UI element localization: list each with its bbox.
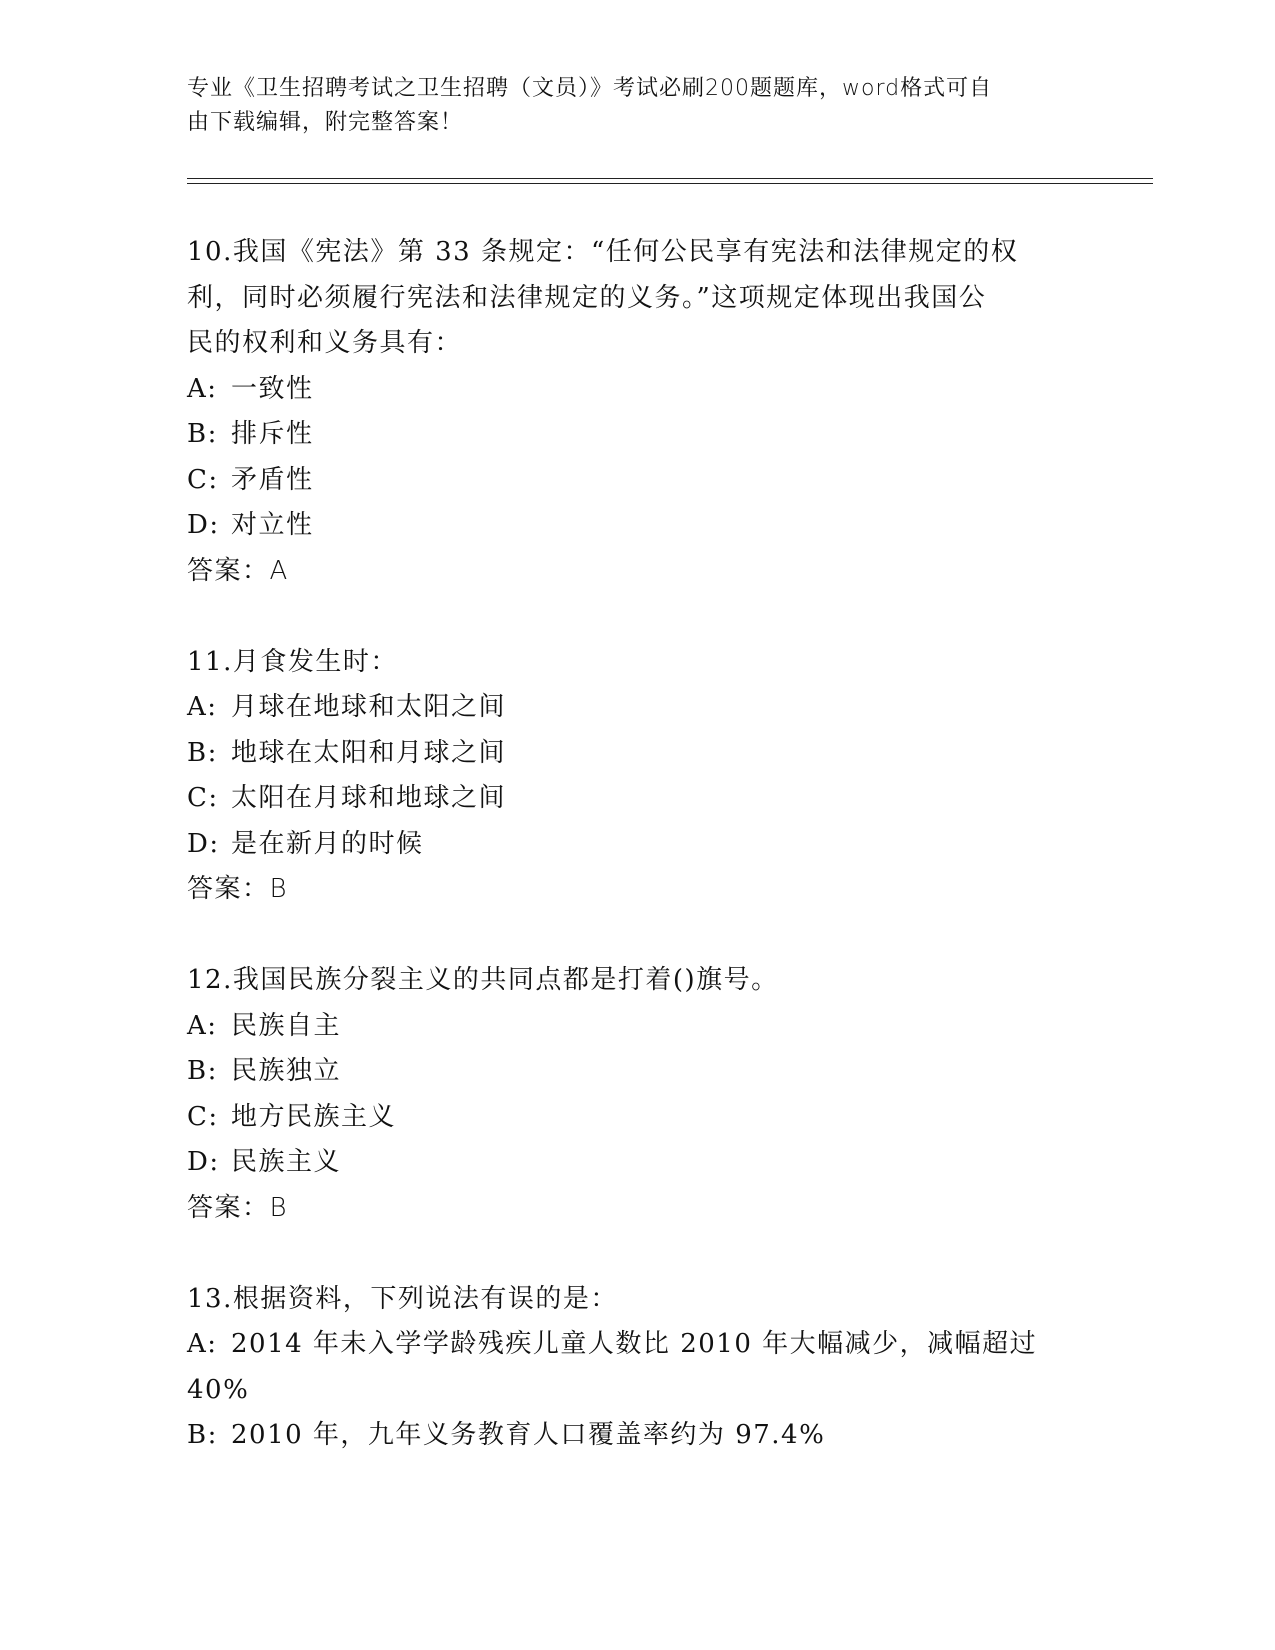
option-letter: D: [187,510,220,540]
option-letter: D: [187,1147,220,1177]
option-letter: C: [187,783,219,813]
option-letter: C: [187,1101,219,1132]
question-12 [187,958,1087,1231]
option-a-continued: 40% [187,1374,250,1405]
option-c [187,458,1087,504]
option-d [187,503,1087,549]
option-letter: A: [187,692,218,722]
option-letter: A: [187,1329,218,1359]
option-text: 矛盾性 [231,464,314,495]
option-text: 排斥性 [231,419,314,449]
option-a [187,685,1087,731]
option-text: 2010 年，九年义务教育人口覆盖率约为 97.4% [231,1420,826,1450]
question-text-line: 12.我国民族分裂主义的共同点都是打着()旗号。 [187,965,779,995]
option-text: 是在新月的时候 [231,828,424,859]
header-divider-bottom [187,183,1153,184]
header-line-2: 由下载编辑，附完整答案！ [187,110,464,135]
question-13 [187,1277,1087,1459]
document-header [187,72,1067,140]
option-text: 地方民族主义 [231,1101,397,1132]
option-text: 对立性 [231,510,314,540]
option-a [187,1322,1087,1368]
option-c [187,1095,1087,1141]
option-b [187,731,1087,777]
option-a [187,367,1087,413]
header-divider-top [187,178,1153,179]
option-text: 民族主义 [231,1147,342,1177]
question-text-line: 13.根据资料，下列说法有误的是： [187,1283,618,1314]
question-11 [187,640,1087,913]
option-b [187,1413,1087,1459]
question-text-line: 利，同时必须履行宪法和法律规定的义务。”这项规定体现出我国公 [187,282,987,313]
header-line-1: 专业《卫生招聘考试之卫生招聘（文员）》考试必刷200题题库，word格式可自 [187,76,993,101]
answer: 答案：A [187,555,289,586]
question-list [187,230,1087,1504]
option-letter: A: [187,1010,218,1041]
option-d [187,1140,1087,1186]
question-text-line: 10.我国《宪法》第 33 条规定：“任何公民享有宪法和法律规定的权 [187,237,1019,267]
question-text-line: 民的权利和义务具有： [187,328,463,358]
option-text: 民族自主 [231,1010,342,1041]
option-letter: B: [187,1420,218,1450]
question-text-line: 11.月食发生时： [187,646,398,677]
option-text: 民族独立 [231,1056,342,1086]
option-a [187,1004,1087,1050]
option-letter: B: [187,737,218,768]
option-b [187,412,1087,458]
answer: 答案：B [187,874,289,904]
option-letter: D: [187,828,220,859]
option-text: 太阳在月球和地球之间 [231,783,507,813]
option-letter: B: [187,419,218,449]
option-text: 月球在地球和太阳之间 [231,692,507,722]
option-text: 2014 年未入学学龄残疾儿童人数比 2010 年大幅减少，减幅超过 [231,1329,1038,1359]
question-10 [187,230,1087,594]
option-d [187,822,1087,868]
answer: 答案：B [187,1192,289,1223]
option-text: 地球在太阳和月球之间 [231,737,507,768]
option-letter: A: [187,373,218,404]
option-text: 一致性 [231,373,314,404]
option-letter: B: [187,1056,218,1086]
option-b [187,1049,1087,1095]
option-letter: C: [187,464,219,495]
option-c [187,776,1087,822]
